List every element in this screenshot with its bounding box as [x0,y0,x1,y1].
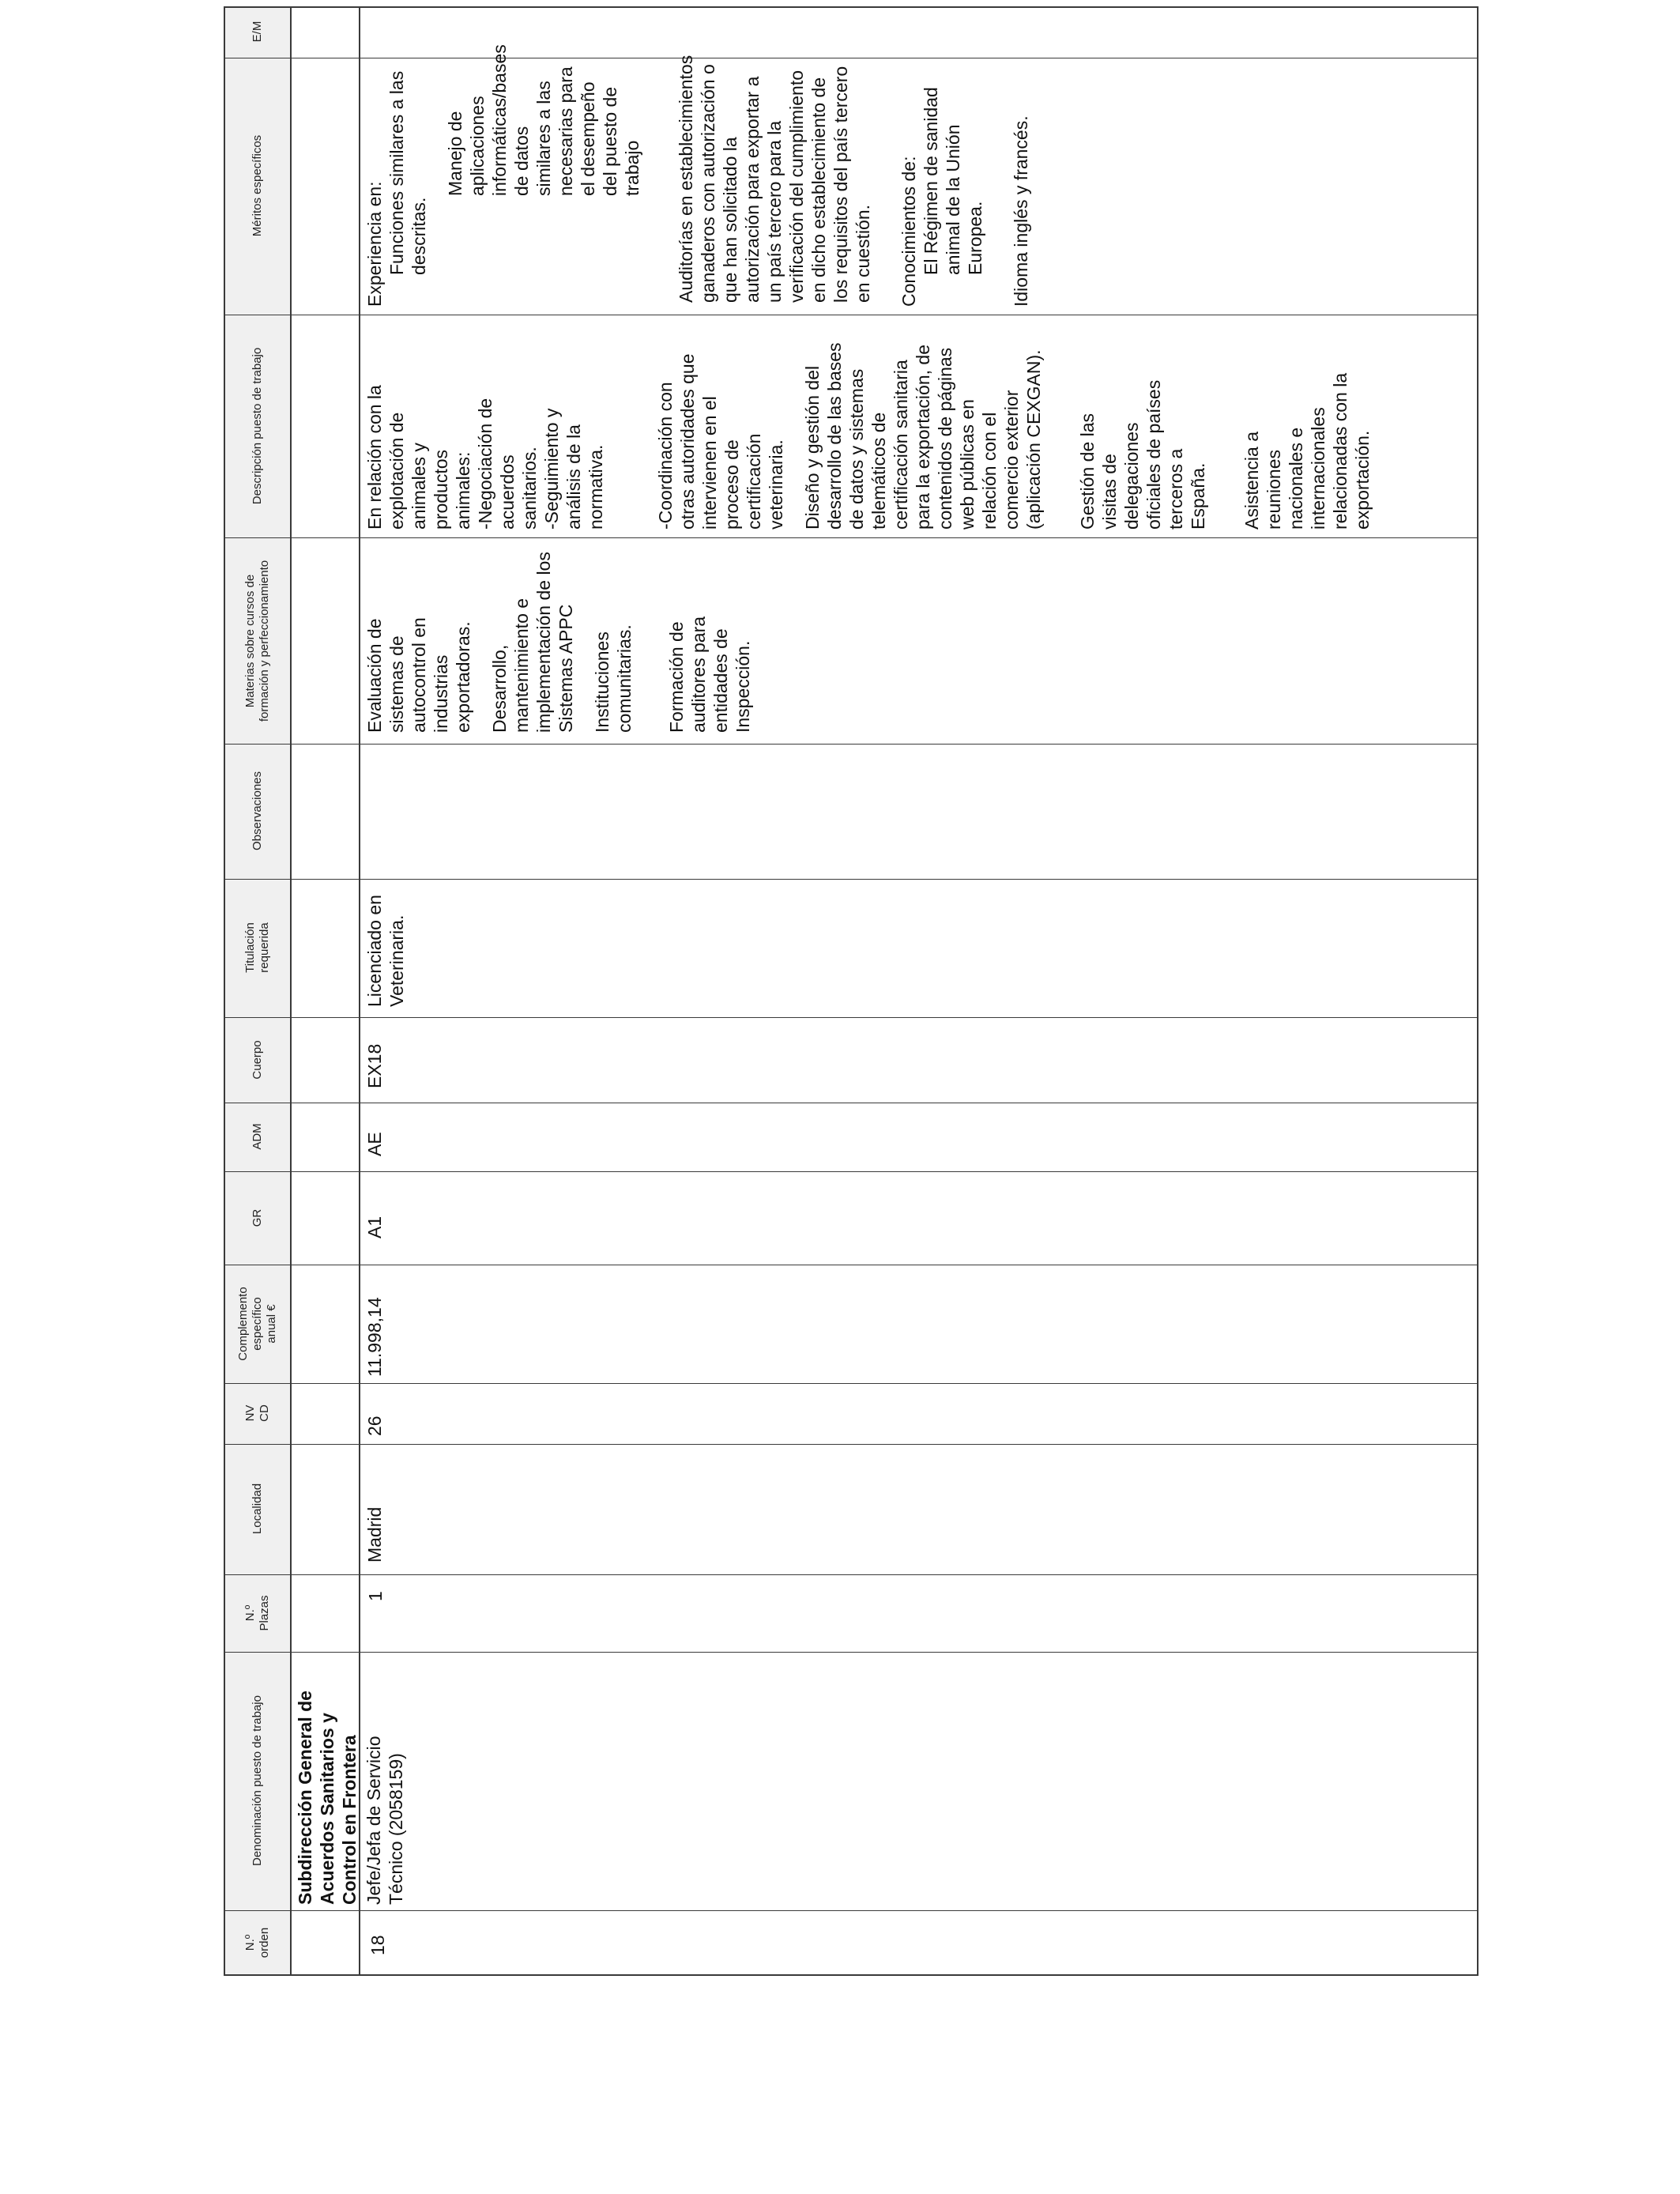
header-materias: Materias sobre cursos de formación y perfeccionamiento [243,560,271,722]
meritos-item: El Régimen de sanidad animal de la Unión Europea. [921,87,985,275]
header-localidad: Localidad [250,1483,264,1535]
grid-line [224,6,1478,8]
header-n-orden: N.º orden [243,1927,271,1958]
meritos-item: Idioma inglés y francés. [1011,115,1031,307]
grid-line [224,744,1478,745]
header-descripcion: Descripción puesto de trabajo [250,347,264,505]
descripcion-item: Gestión de las visitas de delegaciones oficiales de países terceros a España. [1077,379,1208,530]
denominacion-value: Jefe/Jefa de Servicio Técnico (2058159) [363,1736,406,1905]
n-orden-value: 18 [367,1935,388,1955]
meritos-item: Funciones similares a las descritas. [386,70,429,275]
grid-line [224,1171,1478,1172]
meritos-item: Auditorías en establecimientos ganaderos con autorización o que han solicitado la autorización para exportar a un país tercero para la verificación del cumplimiento en dicho establecimiento de los requisitos del país tercero en cuestión. [676,55,873,303]
grid-line [224,6,225,1976]
header-observaciones: Observaciones [250,771,264,851]
grid-line [224,1574,1478,1575]
grid-line [1477,6,1478,1976]
localidad-value: Madrid [364,1506,385,1563]
meritos-item: Manejo de aplicaciones informáticas/bases de datos similares a las necesarias para el desempeño del puesto de trabajo [445,44,642,196]
header-denominacion: Denominación puesto de trabajo [250,1695,264,1866]
descripcion-item: -Coordinación con otras autoridades que intervienen en el proceso de certificación veterinaria. [655,353,786,530]
titulacion-value: Licenciado en Veterinaria. [364,895,407,1007]
header-adm: ADM [250,1123,264,1150]
cuerpo-value: EX18 [364,1043,385,1088]
descripcion-item: Diseño y gestión del desarrollo de las bases de datos y sistemas telemáticos de certificación sanitaria para la exportación, de contenidos de páginas web públicas en relación con el comercio exterior (aplicación CEXGAN). [802,342,1044,530]
subdireccion-title: Subdirección General de Acuerdos Sanitarios y Control en Frontera [295,1691,360,1905]
materias-list [363,547,754,733]
header-complemento: Complemento específico anual € [236,1287,278,1361]
descripcion-list [363,316,1373,530]
descripcion-item: -Seguimiento y análisis de la normativa. [541,408,606,530]
grid-line [224,537,1478,538]
descripcion-item: Asistencia a reuniones nacionales e internacionales relacionadas con la exportación. [1241,372,1373,530]
header-gr: GR [250,1208,264,1227]
header-band [224,7,291,1975]
header-n-plazas: N.º Plazas [243,1595,271,1631]
header-meritos: Méritos específicos [250,134,264,237]
grid-line [224,1910,1478,1911]
materias-item: Instituciones comunitarias. [592,624,635,733]
header-nv-cd: NV CD [243,1404,271,1422]
materias-item: Evaluación de sistemas de autocontrol en industrias exportadoras. [364,617,473,733]
descripcion-item: -Negociación de acuerdos sanitarios. [475,398,540,530]
grid-line [224,1383,1478,1384]
gr-value: A1 [364,1216,385,1238]
descripcion-item: En relación con la explotación de animales y productos animales: [364,385,473,530]
grid-line [224,1444,1478,1445]
grid-line [224,879,1478,880]
adm-value: AE [364,1132,385,1156]
grid-line [224,1017,1478,1018]
materias-item: Desarrollo, mantenimiento e implementación de los Sistemas APPC [489,552,576,733]
meritos-item: Experiencia en: [364,181,385,307]
meritos-item: Conocimientos de: [898,156,919,307]
header-em: E/M [250,21,264,43]
complemento-value: 11.998,14 [364,1297,385,1377]
materias-item: Formación de auditores para entidades de Inspección. [666,616,753,733]
nv-cd-value: 26 [364,1416,385,1436]
header-titulacion: Titulación requerida [243,922,271,973]
n-plazas-value: 1 [365,1591,386,1601]
header-cuerpo: Cuerpo [250,1040,264,1080]
grid-line [224,1652,1478,1653]
grid-line [224,1974,1478,1976]
grid-line [290,6,292,1976]
meritos-list [363,44,1032,307]
